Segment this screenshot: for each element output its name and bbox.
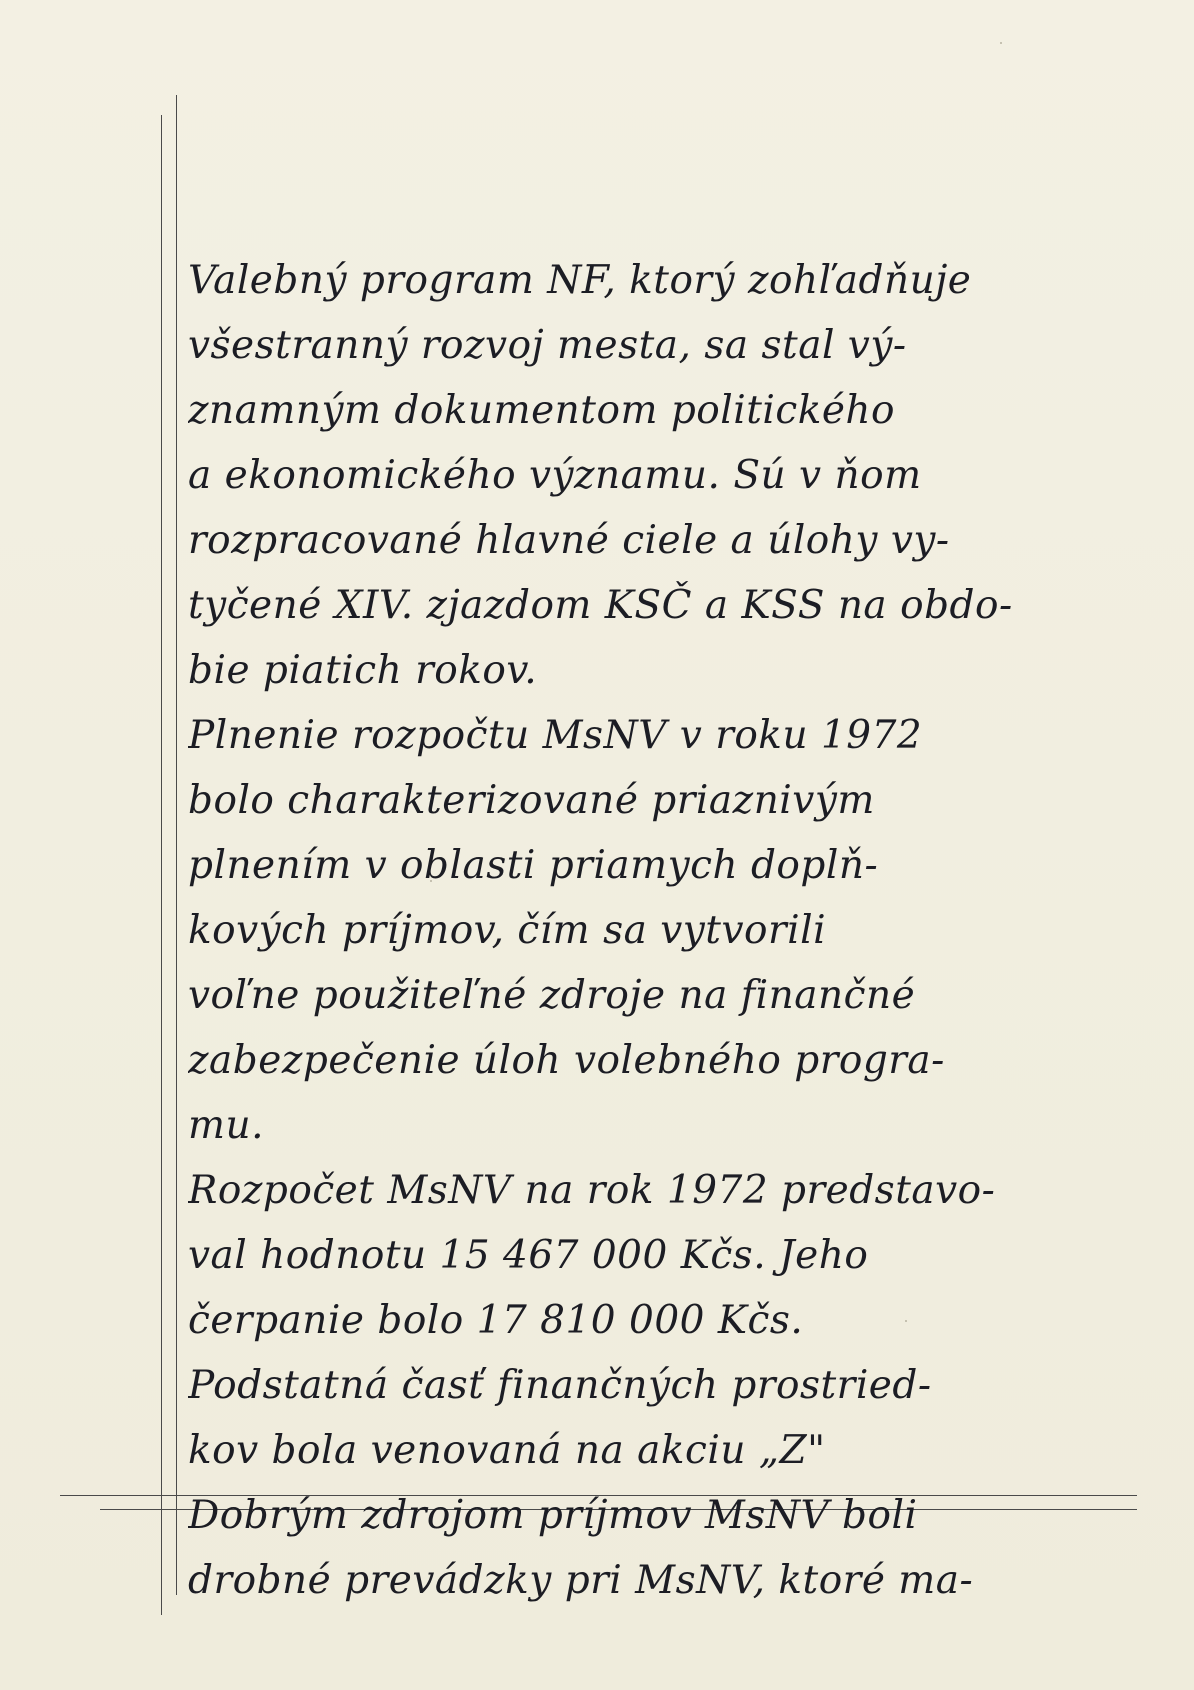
text-line: kových príjmov, čím sa vytvorili xyxy=(188,908,827,953)
text-line: zabezpečenie úloh volebného progra- xyxy=(188,1038,945,1083)
text-line: a ekonomického významu. Sú v ňom xyxy=(188,453,922,498)
text-line: rozpracované hlavné ciele a úlohy vy- xyxy=(188,518,950,563)
paper-speck xyxy=(1000,42,1002,44)
text-line: bie piatich rokov. xyxy=(188,648,538,693)
text-line: Dobrým zdrojom príjmov MsNV boli xyxy=(188,1493,918,1538)
margin-vertical-line-inner xyxy=(176,95,177,1595)
text-line: všestranný rozvoj mesta, sa stal vý- xyxy=(188,323,907,368)
text-line: voľne použiteľné zdroje na finančné xyxy=(188,973,916,1018)
text-line: Rozpočet MsNV na rok 1972 predstavo- xyxy=(188,1168,996,1213)
handwritten-text xyxy=(188,248,1068,1613)
text-line: kov bola venovaná na akciu „Z" xyxy=(188,1428,826,1473)
text-line: bolo charakterizované priaznivým xyxy=(188,778,875,823)
margin-vertical-line-outer xyxy=(161,115,162,1615)
text-line: plnením v oblasti priamych doplň- xyxy=(188,843,879,888)
text-line: čerpanie bolo 17 810 000 Kčs. xyxy=(188,1298,804,1343)
text-line: Valebný program NF, ktorý zohľadňuje xyxy=(188,258,972,303)
text-line: val hodnotu 15 467 000 Kčs. Jeho xyxy=(188,1233,869,1278)
text-line: Plnenie rozpočtu MsNV v roku 1972 xyxy=(188,713,923,758)
text-line: tyčené XIV. zjazdom KSČ a KSS na obdo- xyxy=(188,583,1013,628)
text-line: Podstatná časť finančných prostried- xyxy=(188,1363,932,1408)
text-line: drobné prevádzky pri MsNV, ktoré ma- xyxy=(188,1558,974,1603)
text-line: mu. xyxy=(188,1103,264,1148)
text-line: znamným dokumentom politického xyxy=(188,388,896,433)
